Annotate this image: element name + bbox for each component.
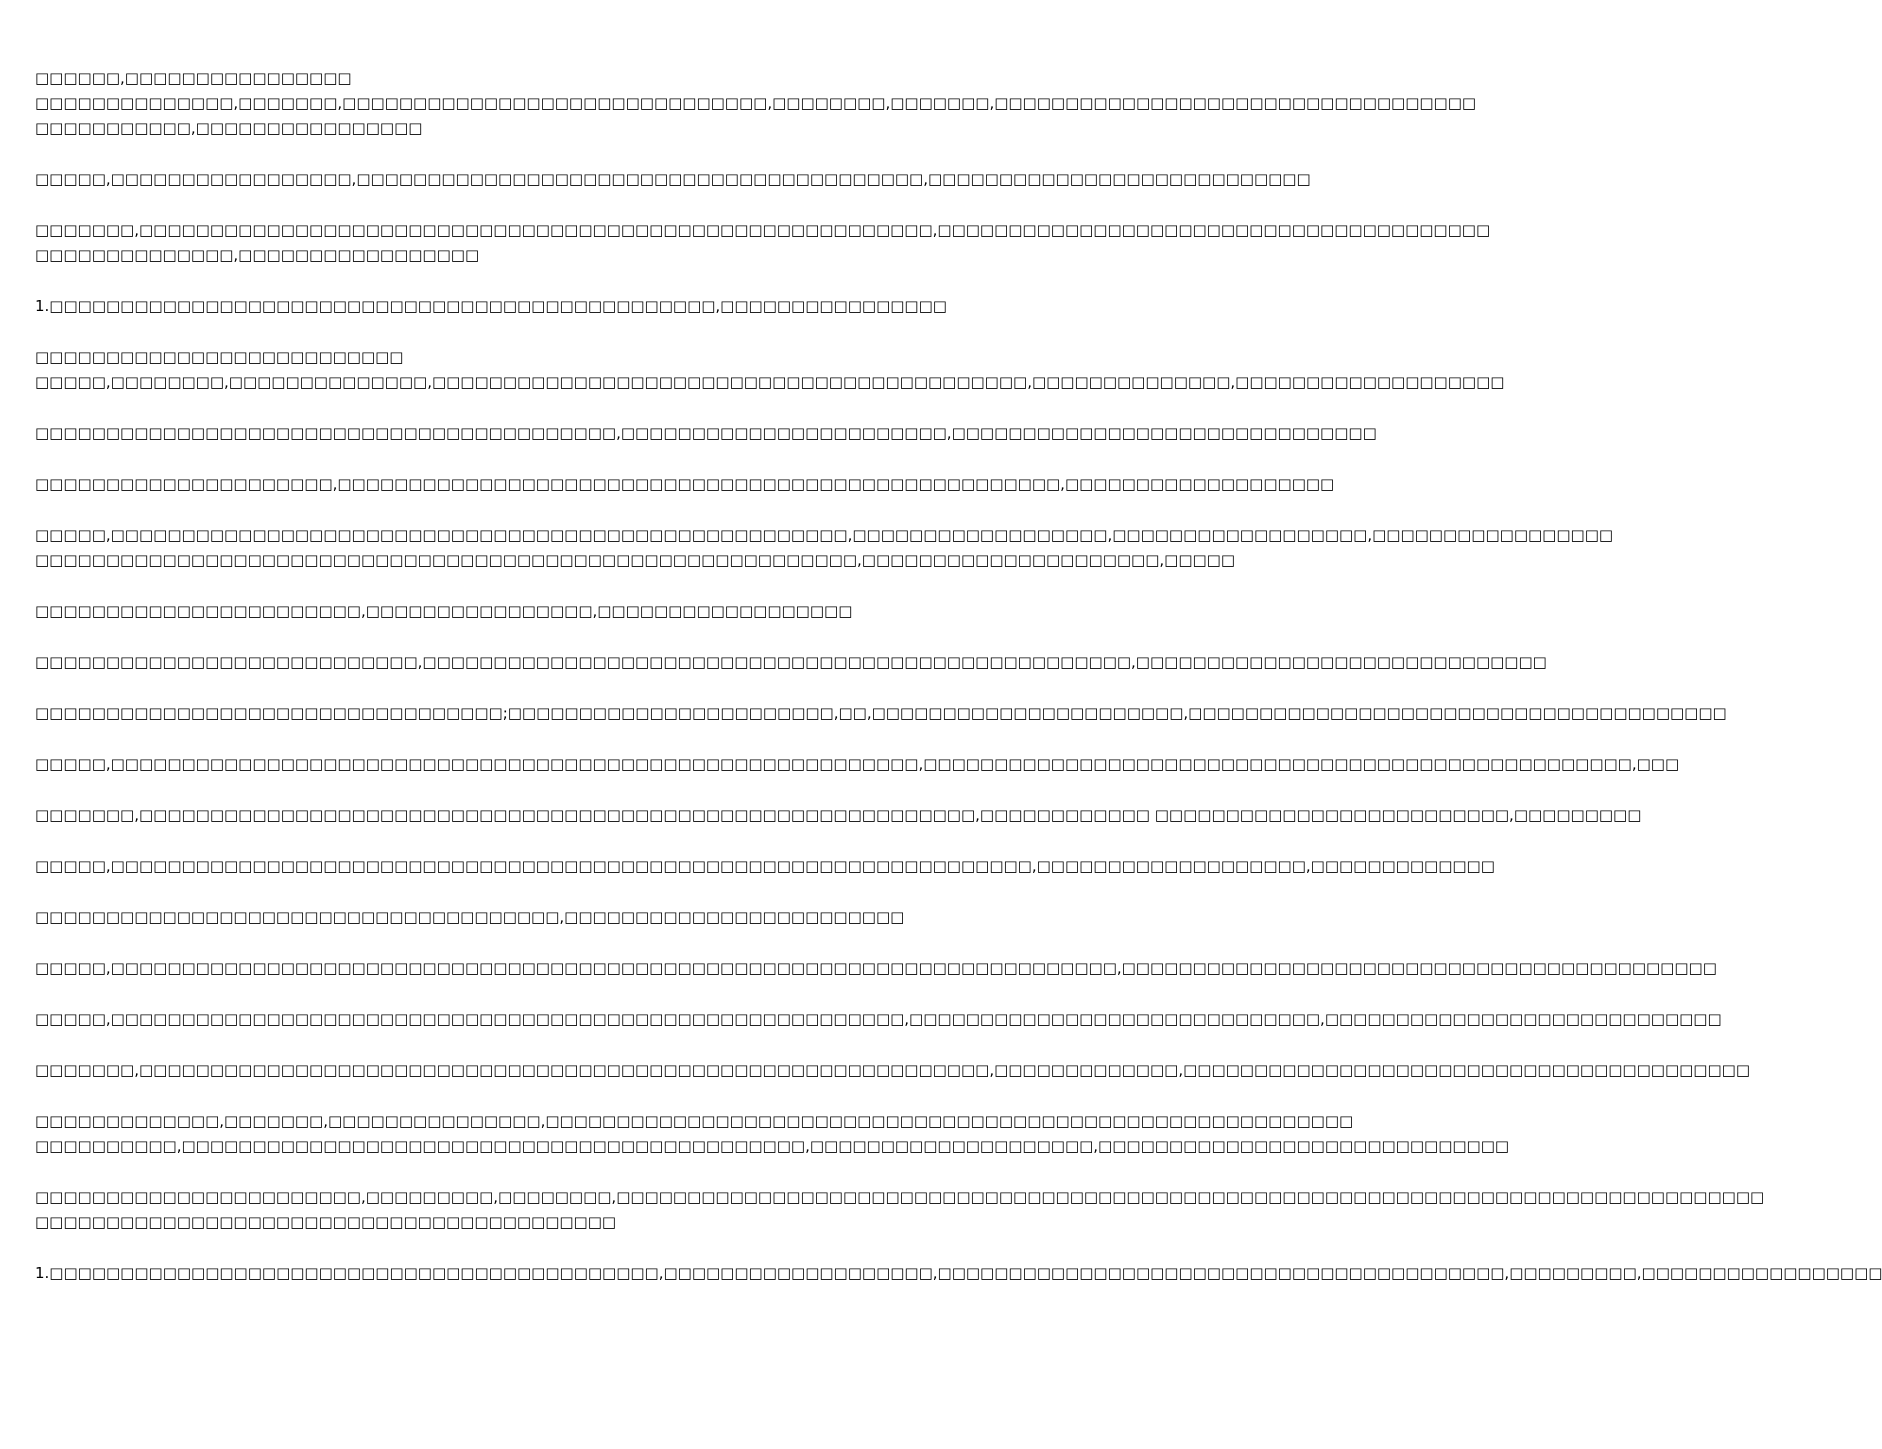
text-line: □□□□□,□□□□□□□□,□□□□□□□□□□□□□□,□□□□□□□□□□□□□□□□□□□□□□□□□□□□□□□□□□□□□□□□□□,□□□□□□□□□□□□□□,□□□□□□□□□□□□□□□□□□□: [35, 373, 1505, 391]
text-line: □□□□□□□□□□□□□□□□□□□□□□□,□□□□□□□□□□□□□□□□,□□□□□□□□□□□□□□□□□□: [35, 602, 853, 620]
text-line: □□□□□□□,□□□□□□□□□□□□□□□□□□□□□□□□□□□□□□□□□□□□□□□□□□□□□□□□□□□□□□□□,□□□□□□□□□□□□□□□□□□□□□□□□□□□□□□□□□□□□□□□: [35, 221, 1491, 239]
text-line: □□□□□□,□□□□□□□□□□□□□□□□: [35, 69, 352, 87]
text-line: □□□□□□□□□□□□□□□□□□□□□□□□□□: [35, 348, 404, 366]
paragraph: [35, 854, 1495, 879]
paragraph: [35, 66, 1477, 141]
text-line: □□□□□□□□□□,□□□□□□□□□□□□□□□□□□□□□□□□□□□□□□□□□□□□□□□□□□□□,□□□□□□□□□□□□□□□□□□□□,□□□□□□□□□□□□□□□□□□□□□□□□□□□□□: [35, 1137, 1510, 1155]
text-line: □□□□□,□□□□□□□□□□□□□□□□□,□□□□□□□□□□□□□□□□□□□□□□□□□□□□□□□□□□□□□□□□,□□□□□□□□□□□□□□□□□□□□□□□□□□□: [35, 170, 1311, 188]
text-line: □□□□□□□□□□□□□□□□□□□□□□□□□□□□□□□□□□□□□□□□□,□□□□□□□□□□□□□□□□□□□□□□□,□□□□□□□□□□□□□□□□□□□□□□□□□□□□□□: [35, 424, 1377, 442]
paragraph: [35, 905, 989, 930]
text-line: □□□□□□□□□□□□□□□□□□□□□□□□□□□,□□□□□□□□□□□□□□□□□□□□□□□□□□□□□□□□□□□□□□□□□□□□□□□□□□,□□□□□□□□□□□□□□□□□□□□□□□□□□□□□: [35, 653, 1547, 671]
paragraph: [35, 752, 1680, 777]
text-line: □□□□□,□□□□□□□□□□□□□□□□□□□□□□□□□□□□□□□□□□□□□□□□□□□□□□□□□□□□□□□□□□□□□□□□□□□□□□□,□□□□□□□□□□□□□□□□□□□□□□□□□□□□□□□□□□□□□□□□□□: [35, 959, 1717, 977]
paragraph: [35, 294, 989, 319]
text-line: 1.□□□□□□□□□□□□□□□□□□□□□□□□□□□□□□□□□□□□□□□□□□□□□□□,□□□□□□□□□□□□□□□□: [35, 297, 947, 315]
paragraph: [35, 599, 989, 624]
text-line: □□□□□,□□□□□□□□□□□□□□□□□□□□□□□□□□□□□□□□□□□□□□□□□□□□□□□□□□□□,□□□□□□□□□□□□□□□□□□,□□□□□□□□□□□□□□□□□□,□□□□□□□□□□□□□□□□□: [35, 526, 1614, 544]
text-line: □□□□□□□,□□□□□□□□□□□□□□□□□□□□□□□□□□□□□□□□□□□□□□□□□□□□□□□□□□□□□□□□□□□□,□□□□□□□□□□□□□,□□□□□□□□□□□□□□□□□□□□□□□□□□□□□□□□□□□□□□□□: [35, 1061, 1750, 1079]
text-line: □□□□□□□□□□□□□□□□□□□□□□□□□□□□□□□□□□□□□,□□□□□□□□□□□□□□□□□□□□□□□□: [35, 908, 905, 926]
paragraph: [35, 472, 1335, 497]
text-line: □□□□□□□□□□□□□□□□□□□□□□□,□□□□□□□□□,□□□□□□□□,□□□□□□□□□□□□□□□□□□□□□□□□□□□□□□□□□□□□□□□□□□□□□□□□□□□□□□□□□□□□□□□□□□□□□□□□□□□□□□□□□: [35, 1188, 1765, 1206]
paragraph: [35, 523, 1614, 573]
text-line: □□□□□□□□□□□□□□□□□□□□□□□□□□□□□□□□□;□□□□□□□□□□□□□□□□□□□□□□□,□□,□□□□□□□□□□□□□□□□□□□□□□,□□□□□□□□□□□□□□□□□□□□□□□□□□□□□□□□□□□□□□: [35, 704, 1727, 722]
paragraph: [35, 345, 1505, 395]
paragraph: [35, 421, 1377, 446]
document-body: [35, 66, 1882, 1312]
paragraph: [35, 701, 1727, 726]
text-line: □□□□□,□□□□□□□□□□□□□□□□□□□□□□□□□□□□□□□□□□□□□□□□□□□□□□□□□□□□□□□□□□□□□□□□□,□□□□□□□□□□□□□□□□□□□,□□□□□□□□□□□□□: [35, 857, 1495, 875]
text-line: □□□□□□□□□□□□□□□□□□□□□□□□□□□□□□□□□□□□□□□□□: [35, 1213, 617, 1231]
paragraph: [35, 218, 1491, 268]
text-line: □□□□□,□□□□□□□□□□□□□□□□□□□□□□□□□□□□□□□□□□□□□□□□□□□□□□□□□□□□□□□□□,□□□□□□□□□□□□□□□□□□□□□□□□□□□□□□□□□□□□□□□□□□□□□□□□□□,□□□: [35, 755, 1680, 773]
text-line: 1.□□□□□□□□□□□□□□□□□□□□□□□□□□□□□□□□□□□□□□□□□□□,□□□□□□□□□□□□□□□□□□□,□□□□□□□□□□□□□□□□□□□□□□□□□□□□□□□□□□□□□□□□,□□□□□□□□□,□□□□□□□□□□□□□□□□□: [35, 1264, 1882, 1282]
text-line: □□□□□□□□□□□,□□□□□□□□□□□□□□□□: [35, 119, 423, 137]
paragraph: [35, 1007, 1722, 1032]
paragraph: [35, 803, 1642, 828]
paragraph: [35, 1185, 1765, 1235]
paragraph: [35, 956, 1717, 981]
text-line: □□□□□□□□□□□□□□,□□□□□□□,□□□□□□□□□□□□□□□□□□□□□□□□□□□□□□,□□□□□□□□,□□□□□□□,□□□□□□□□□□□□□□□□□□□□□□□□□□□□□□□□□□: [35, 94, 1477, 112]
text-line: □□□□□□□□□□□□□□□□□□□□□,□□□□□□□□□□□□□□□□□□□□□□□□□□□□□□□□□□□□□□□□□□□□□□□□□□□,□□□□□□□□□□□□□□□□□□□: [35, 475, 1335, 493]
text-line: □□□□□□□□□□□□□,□□□□□□□,□□□□□□□□□□□□□□□,□□□□□□□□□□□□□□□□□□□□□□□□□□□□□□□□□□□□□□□□□□□□□□□□□□□□□□□□□: [35, 1112, 1354, 1130]
paragraph: [35, 1058, 1750, 1083]
text-line: □□□□□□□□□□□□□□□□□□□□□□□□□□□□□□□□□□□□□□□□□□□□□□□□□□□□□□□□□□,□□□□□□□□□□□□□□□□□□□□□,□□□□□: [35, 551, 1236, 569]
paragraph: [35, 650, 1547, 675]
paragraph: [35, 1109, 1510, 1159]
text-line: □□□□□□□,□□□□□□□□□□□□□□□□□□□□□□□□□□□□□□□□□□□□□□□□□□□□□□□□□□□□□□□□□□□,□□□□□□□□□□□□ □□□□□□□□□□□□□□□□□□□□□□□□□,□□□□□□□□□: [35, 806, 1642, 824]
text-line: □□□□□,□□□□□□□□□□□□□□□□□□□□□□□□□□□□□□□□□□□□□□□□□□□□□□□□□□□□□□□□,□□□□□□□□□□□□□□□□□□□□□□□□□□□□□,□□□□□□□□□□□□□□□□□□□□□□□□□□□□: [35, 1010, 1722, 1028]
paragraph: [35, 1261, 1882, 1286]
text-line: □□□□□□□□□□□□□□,□□□□□□□□□□□□□□□□□: [35, 246, 480, 264]
paragraph: [35, 167, 1311, 192]
